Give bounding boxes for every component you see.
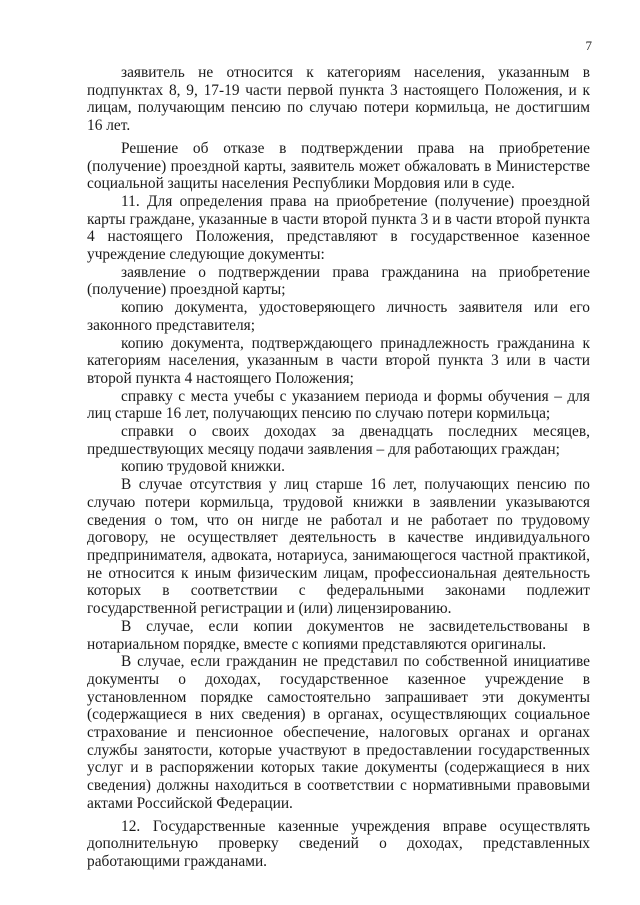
paragraph-appeal: Решение об отказе в подтверждении права на приобретение (получение) проездной карты, заявитель может обжаловать в Министерстве социальной защиты населения Республики Мордовия или в суде. (87, 139, 590, 193)
paragraph-item-12: 12. Государственные казенные учреждения вправе осуществлять дополнительную проверку сведений о доходах, представленных работающими гражданами. (87, 817, 590, 870)
list-item-category-copy: копию документа, подтверждающего принадлежность гражданина к категориям населения, указанным в части второй пункта 3 или в части второй пункта 4 настоящего Положения; (87, 334, 590, 387)
paragraph-continuation: заявитель не относится к категориям населения, указанным в подпунктах 8, 9, 17-19 части первой пункта 3 настоящего Положения, и к лицам, получающим пенсию по случаю потери кормильца, не достигшим 16 лет. (87, 64, 590, 135)
paragraph-notarization: В случае, если копии документов не засвидетельствованы в нотариальном порядке, вместе с копиями представляются оригиналы. (87, 617, 590, 653)
paragraph-item-11: 11. Для определения права на приобретение (получение) проездной карты граждане, указанные в части второй пункта 3 и в части второй пункта 4 настоящего Положения, представляют в государственное казенное учреждение следующие документы: (87, 192, 590, 264)
page-number: 7 (585, 38, 592, 53)
list-item-income-certificates: справки о своих доходах за двенадцать последних месяцев, предшествующих месяцу подачи заявления – для работающих граждан; (87, 423, 590, 458)
document-body (87, 64, 590, 871)
list-item-work-book: копию трудовой книжки. (121, 458, 285, 476)
list-item-study-certificate: справку с места учебы с указанием периода и формы обучения – для лиц старше 16 лет, получающих пенсию по случаю потери кормильца; (87, 387, 590, 423)
list-item-application: заявление о подтверждении права гражданина на приобретение (получение) проездной карты; (87, 263, 590, 299)
list-item-id-copy: копию документа, удостоверяющего личность заявителя или его законного представителя; (87, 299, 590, 334)
paragraph-income-request: В случае, если гражданин не представил по собственной инициативе документы о доходах, государственное казенное учреждение в установленном порядке самостоятельно запрашивает эти документы (содержащиеся в них сведения) в органах, осуществляющих социальное страхование и пенсионное обеспечение, налоговых органах и органах службы занятости, которые участвуют в предоставлении государственных услуг и в распоряжении которых такие документы (содержащиеся в них сведения) должны находиться в соответствии с нормативными правовыми актами Российской Федерации. (87, 653, 590, 812)
paragraph-no-work-book: В случае отсутствия у лиц старше 16 лет, получающих пенсию по случаю потери кормильца, трудовой книжки в заявлении указываются сведения о том, что он нигде не работал и не работает по трудовому договору, не осуществляет деятельность в качестве индивидуального предпринимателя, адвоката, нотариуса, занимающегося частной практикой, не относится к иным физическим лицам, профессиональная деятельность которых в соответствии с федеральными законами подлежит государственной регистрации и (или) лицензированию. (87, 476, 590, 618)
